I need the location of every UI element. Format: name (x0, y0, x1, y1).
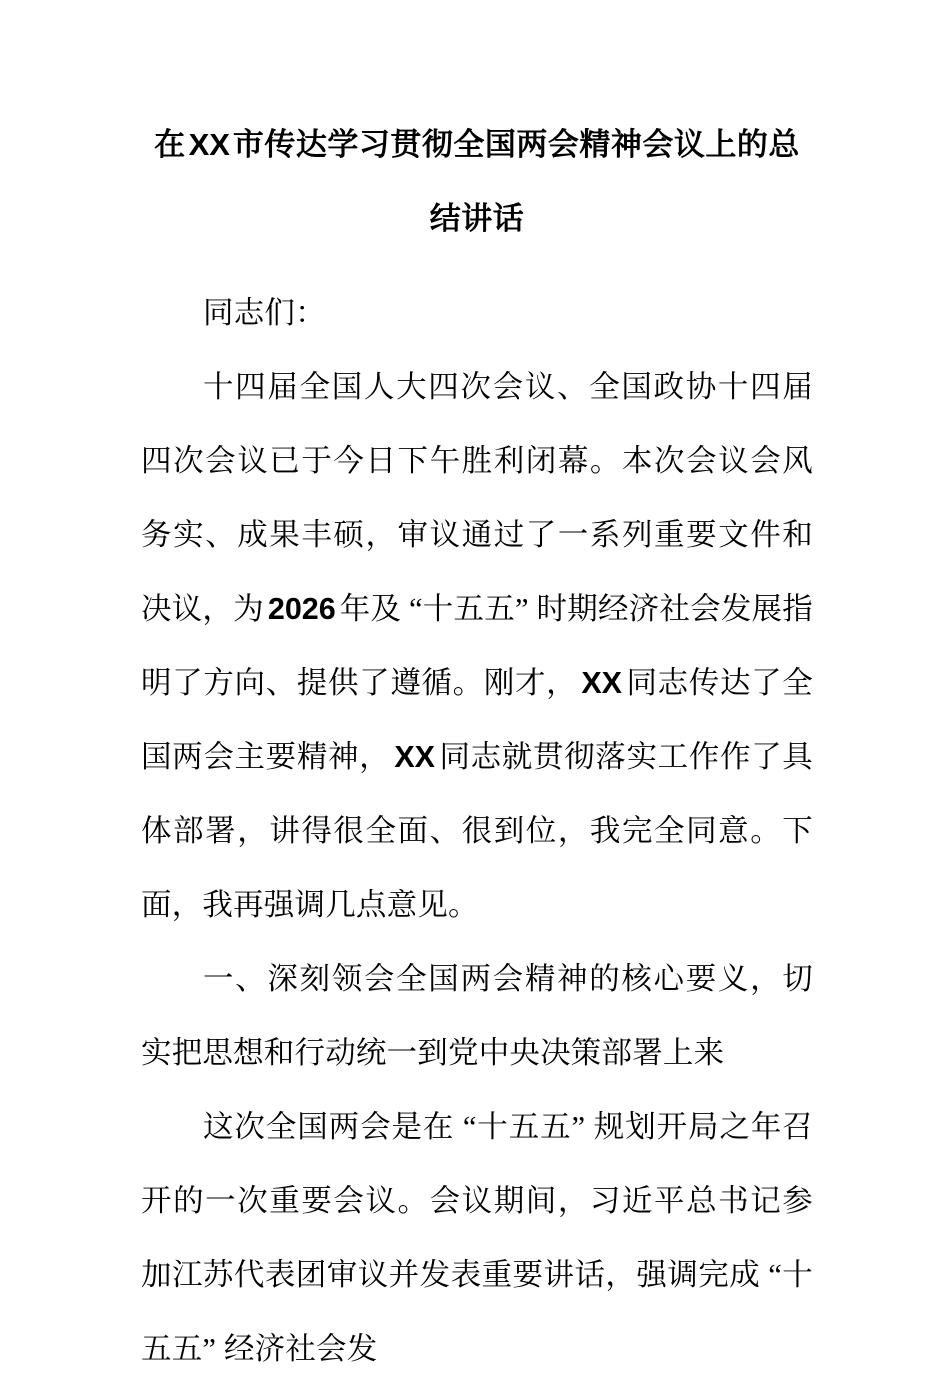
document-body (141, 276, 813, 1386)
text-run: 同志传达了全国两会主要精神， (141, 666, 813, 774)
document-content-column (141, 0, 813, 1386)
text-run: 这次全国两会是在 “十五五” 规划开局之年召开的一次重要会议。会议期间，习近平总书记参加江苏代表团审议并发表重要讲话，强调完成 “十五五” 经济社会发 (141, 1110, 813, 1366)
page-title-line1-latin: XX (188, 127, 230, 162)
text-run: 同志就贯彻落实工作作了具体部署，讲得很全面、很到位，我完全同意。下面，我再强调几点意见。 (141, 740, 813, 922)
text-run: 一、深刻领会全国两会精神的核心要义，切实把思想和行动统一到党中央决策部署上来 (141, 962, 813, 1070)
salutation: 同志们： (203, 296, 326, 330)
section-heading-one (141, 942, 813, 1090)
text-run: 十四届全国人大四次会议、全国政协十四届四次会议已于今日下午胜利闭幕。本次会议会风务实、成果丰硕，审议通过了一系列重要文件和决议，为 (141, 370, 813, 626)
text-run: 年及 “十五五” 时期经济社会发展指明了方向、提供了遵循。刚才， (141, 592, 813, 700)
page-title (141, 0, 813, 256)
page-title-line1-suffix: 市传达学习贯彻全国两会精神会议上的总结 (232, 127, 800, 236)
text-run-latin: 2026 (267, 592, 336, 626)
text-run-latin: XX (394, 740, 436, 774)
page-title-line1-prefix: 在 (154, 127, 186, 162)
paragraph-opening (141, 350, 813, 942)
page-title-line2: 讲话 (461, 201, 525, 236)
paragraph-section-one-body (141, 1090, 813, 1386)
text-run-latin: XX (581, 666, 622, 700)
